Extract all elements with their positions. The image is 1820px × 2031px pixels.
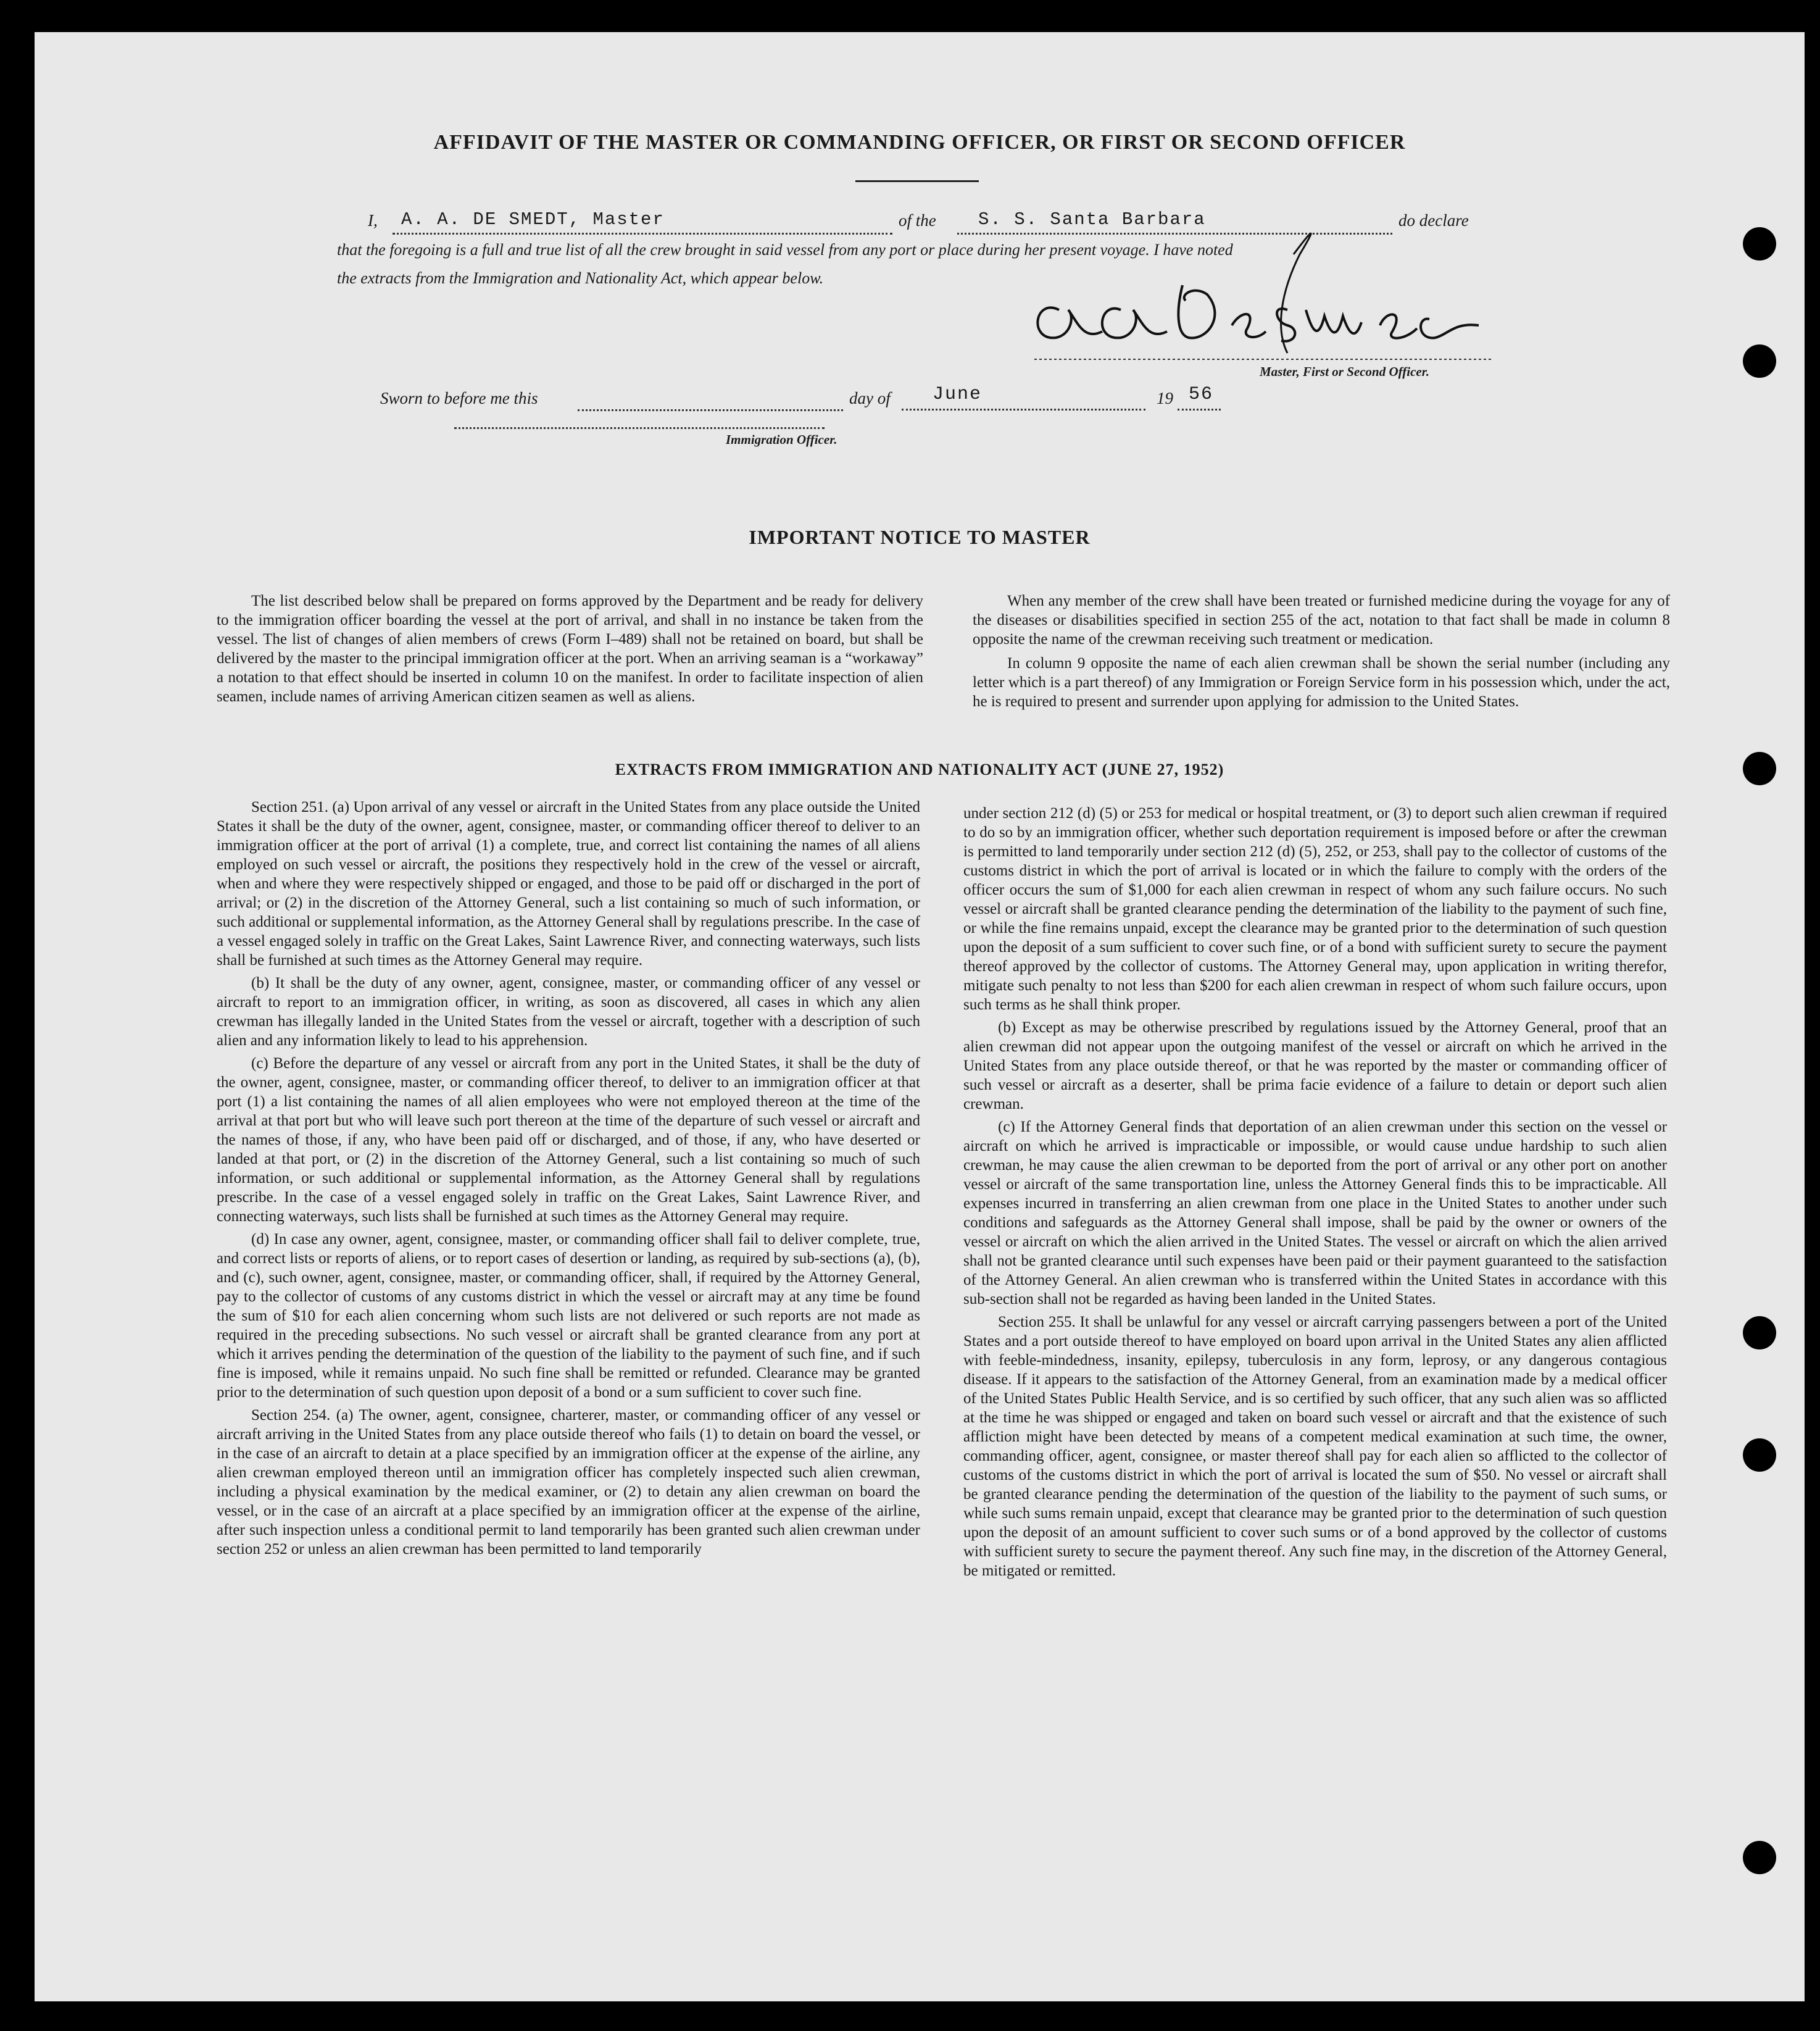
year-value: 56	[1189, 384, 1214, 405]
do-declare-label: do declare	[1398, 211, 1469, 230]
punch-hole	[1743, 227, 1776, 261]
notice-left-column	[217, 591, 923, 710]
punch-hole	[1743, 1841, 1776, 1874]
year-prefix: 19	[1157, 389, 1173, 407]
act-section: Section 251. (a) Upon arrival of any vessel or aircraft in the United States from any place outside the United States it shall be the duty of the owner, agent, consignee, master, or commanding officer thereof to deliver to an immigration officer at the port of arrival (1) a complete, true, and correct list containing the names of all aliens employed on such vessel or aircraft, the positions they respectively hold in the crew of the vessel or aircraft, when and where they were respectively shipped or engaged, and those to be paid off or discharged in the port of arrival; or (2) in the discretion of the Attorney General, such a list containing so much of such information, or such additional or supplemental information, as the Attorney General shall by regulations prescribe. In the case of a vessel engaged solely in traffic on the Great Lakes, Saint Lawrence River, and connecting waterways, such lists shall be furnished at such times as the Attorney General may require.	[217, 799, 920, 969]
name-field	[393, 208, 892, 235]
vessel-value: S. S. Santa Barbara	[978, 209, 1206, 230]
affidavit-title: AFFIDAVIT OF THE MASTER OR COMMANDING OFFICER, OR FIRST OR SECOND OFFICER	[433, 131, 1406, 154]
extracts-right-column	[963, 804, 1667, 1584]
extracts-title: EXTRACTS FROM IMMIGRATION AND NATIONALITY ACT (JUNE 27, 1952)	[615, 761, 1224, 778]
extracts-left-column	[217, 798, 920, 1562]
notice-right-column	[973, 591, 1670, 715]
immigration-officer-signature-line	[454, 409, 825, 429]
sworn-day-field	[578, 387, 843, 411]
affidavit-statement-1: that the foregoing is a full and true list of all the crew brought in said vessel from any port or place during her present voyage. I have noted	[337, 241, 1233, 259]
affidavit-statement-2: the extracts from the Immigration and Nationality Act, which appear below.	[337, 269, 824, 287]
notice-paragraph: In column 9 opposite the name of each alien crewman shall be shown the serial number (including any letter which is a part thereof) of any Immigration or Foreign Service form in his possession which, under the act, he is required to present and surrender upon applying for admission to the United States.	[973, 655, 1670, 710]
sworn-label: Sworn to before me this	[380, 389, 538, 407]
day-of-label: day of	[849, 389, 891, 407]
of-the-label: of the	[899, 211, 936, 230]
year-field	[1178, 384, 1221, 411]
punch-hole	[1743, 1438, 1776, 1472]
act-section: (d) In case any owner, agent, consignee, master, or commanding officer shall fail to deliver complete, true, and correct lists or reports of aliens, or to report cases of desertion or landing, as required by sub-sections (a), (b), and (c), such owner, agent, consignee, master, or commanding officer, shall, if required by the Attorney General, pay to the collector of customs of any customs district in which the vessel or aircraft may at any time be found the sum of $10 for each alien concerning whom such lists are not delivered or such reports are not made as required in the preceding subsections. No such vessel or aircraft shall be granted clearance from any port at which it arrives pending the determination of the question of the liability to the payment of such fine, and if such fine is imposed, while it remains unpaid. No such fine shall be remitted or refunded. Clearance may be granted prior to the determination of such question upon deposit of a bond or a sum sufficient to cover such fine.	[217, 1231, 920, 1401]
punch-hole	[1743, 752, 1776, 785]
punch-hole	[1743, 344, 1776, 378]
act-section: Section 254. (a) The owner, agent, consignee, charterer, master, or commanding officer of any vessel or aircraft arriving in the United States from any place outside thereof who fails (1) to detain on board the vessel, or in the case of an aircraft to detain at a place specified by an immigration officer at the expense of the airline, any alien crewman employed thereon until an immigration officer has completely inspected such alien crewman, including a physical examination by the medical examiner, or (2) to detain any alien crewman on board the vessel, or in the case of an aircraft at a place specified by an immigration officer at the expense of the airline, after such inspection unless a conditional permit to land temporarily has been granted such alien crewman under section 252 or unless an alien crewman has been permitted to land temporarily	[217, 1407, 920, 1558]
master-label: Master, First or Second Officer.	[1260, 364, 1429, 379]
month-field	[902, 384, 1145, 411]
punch-hole	[1743, 1316, 1776, 1349]
act-section: (b) It shall be the duty of any owner, agent, consignee, master, or commanding officer of any vessel or aircraft to report to an immigration officer, in writing, as soon as discovered, all cases in which any alien crewman has illegally landed in the United States from the vessel or aircraft, together with a description of such alien and any information likely to lead to his apprehension.	[217, 975, 920, 1049]
master-signature	[1022, 217, 1491, 378]
month-value: June	[933, 384, 983, 405]
notice-paragraph: When any member of the crew shall have been treated or furnished medicine during the voyage for any of the diseases or disabilities specified in section 255 of the act, notation to that fact shall be made in column 8 opposite the name of the crewman receiving such treatment or medication.	[973, 593, 1670, 648]
name-value: A. A. DE SMEDT, Master	[401, 209, 665, 230]
act-section: (c) Before the departure of any vessel or aircraft from any port in the United States, it shall be the duty of the owner, agent, consignee, master, or commanding officer thereof, to deliver to an immigration officer at that port (1) a list containing the names of all alien employees who were not employed thereon at the time of the arrival at that port but who will leave such port thereon at the time of the departure of such vessel or aircraft and the names of those, if any, who have been paid off or discharged, and of those, if any, who have deserted or landed at that port, or (2) in the discretion of the Attorney General, such a list containing so much of such information, or such additional or supplemental information, as the Attorney General shall by regulations prescribe. In the case of a vessel engaged solely in traffic on the Great Lakes, Saint Lawrence River, and connecting waterways, such lists shall be furnished at such times as the Attorney General may require.	[217, 1055, 920, 1225]
act-section: Section 255. It shall be unlawful for any vessel or aircraft carrying passengers between a port of the United States and a port outside thereof to have employed on board upon arrival in the United States any alien afflicted with feeble-mindedness, insanity, epilepsy, tuberculosis in any form, leprosy, or any dangerous contagious disease. If it appears to the satisfaction of the Attorney General, from an examination made by a medical officer of the United States Public Health Service, and is so certified by such officer, that any such alien was so afflicted at the time he was shipped or engaged and taken on board such vessel or aircraft and that the existence of such affliction might have been detected by means of a competent medical examination at such time, the owner, commanding officer, agent, consignee, or master thereof shall pay for each alien so afflicted to the collector of customs of the customs district in which the port of arrival is located the sum of $50. No vessel or aircraft shall be granted clearance pending the determination of the question of the liability to the payment of such sums, or while such sums remain unpaid, except that clearance may be granted prior to the determination of such question upon the deposit of an amount sufficient to cover such sums or of a bond approved by the collector of customs with sufficient surety to secure the payment thereof. Any such fine may, in the discretion of the Attorney General, be mitigated or remitted.	[963, 1314, 1667, 1579]
title-underline	[855, 180, 979, 182]
immigration-officer-label: Immigration Officer.	[726, 432, 837, 447]
notice-title: IMPORTANT NOTICE TO MASTER	[749, 526, 1091, 548]
act-section: (b) Except as may be otherwise prescribed by regulations issued by the Attorney General, proof that an alien crewman did not appear upon the outgoing manifest of the vessel or aircraft on which he arrived in the United States from any place outside thereof, or that he was reported by the master or commanding officer of such vessel or aircraft as a deserter, shall be prima facie evidence of a failure to detain or deport such alien crewman.	[963, 1019, 1667, 1112]
i-label: I,	[368, 211, 378, 230]
act-section: (c) If the Attorney General finds that deportation of an alien crewman under this section on the vessel or aircraft on which he arrived is impracticable or impossible, or would cause undue hardship to such alien crewman, he may cause the alien crewman to be deported from the port of arrival or any other port on another vessel or aircraft of the same transportation line, unless the Attorney General finds this to be impracticable. All expenses incurred in transferring an alien crewman from one place in the United States to another under such conditions and safeguards as the Attorney General shall impose, shall be paid by the owner or owners of the vessel or aircraft on which the alien arrived in the United States. The vessel or aircraft on which the alien arrived shall not be granted clearance until such expenses have been paid or their payment guaranteed to the satisfaction of the Attorney General. An alien crewman who is transferred within the United States in accordance with this sub-section shall not be regarded as having been landed in the United States.	[963, 1119, 1667, 1307]
act-section: under section 212 (d) (5) or 253 for medical or hospital treatment, or (3) to deport such alien crewman if required to do so by an immigration officer, whether such deportation requirement is imposed before or after the crewman is permitted to land temporarily under section 212 (d) (5), 252, or 253, shall pay to the collector of customs of the customs district in which the port of arrival is located or in which the failure to comply with the orders of the officer occurs the sum of $1,000 for each alien crewman in respect of whom any such failure occurs. No such vessel or aircraft shall be granted clearance pending the determination of the liability to the payment of such fine, or while the fine remains unpaid, except the clearance may be granted prior to the determination of such question upon the deposit of a sum sufficient to cover such fine, or of a bond with sufficient surety to secure the payment thereof approved by the collector of customs. The Attorney General may, upon application in writing therefor, mitigate such penalty to not less than $200 for each alien crewman in respect of whom such failure occurs, upon such terms as he shall think proper.	[963, 805, 1667, 1013]
document-page	[35, 32, 1805, 2001]
notice-paragraph: The list described below shall be prepared on forms approved by the Department and be ready for delivery to the immigration officer boarding the vessel at the port of arrival, and shall in no instance be taken from the vessel. The list of changes of alien members of crews (Form I–489) shall not be retained on board, but shall be delivered by the master to the principal immigration officer at the port. When an arriving seaman is a “workaway” a notation to that effect should be inserted in column 10 on the manifest. In order to facilitate inspection of alien seamen, include names of arriving American citizen seamen as well as aliens.	[217, 593, 923, 705]
